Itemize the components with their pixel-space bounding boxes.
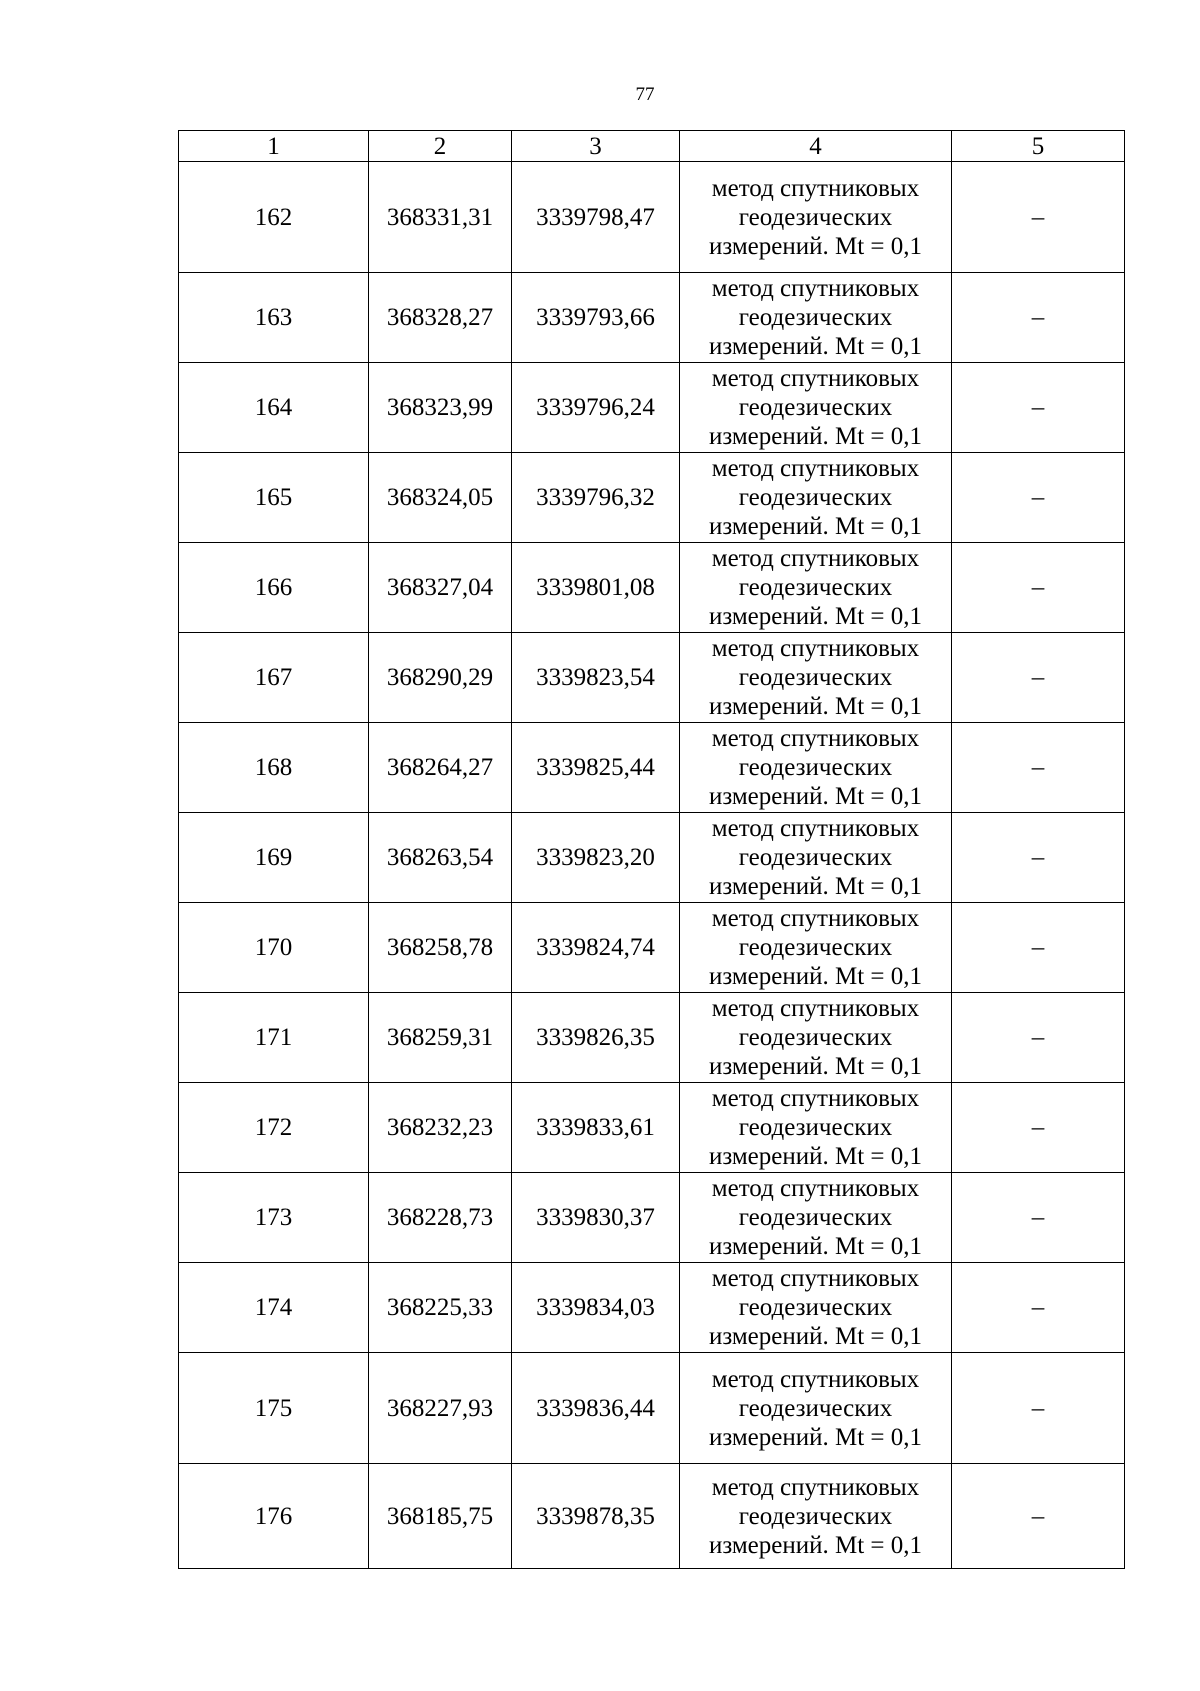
y-coordinate-cell: 3339823,20: [512, 813, 680, 903]
y-coordinate-cell: 3339833,61: [512, 1083, 680, 1173]
point-number-cell: 174: [179, 1263, 369, 1353]
table-row: [179, 543, 1125, 633]
method-line: геодезических: [738, 934, 893, 961]
x-coordinate-cell: 368290,29: [369, 633, 512, 723]
method-line: измерений. Mt = 0,1: [708, 232, 923, 260]
x-coordinate-cell: 368227,93: [369, 1353, 512, 1464]
method-line: измерений. Mt = 0,1: [708, 693, 923, 720]
page-number: 77: [635, 84, 655, 105]
method-line: геодезических: [738, 1024, 893, 1051]
method-line: геодезических: [738, 1204, 893, 1231]
table-row: [179, 363, 1125, 453]
x-coordinate-cell: 368258,78: [369, 903, 512, 993]
point-number-cell: 170: [179, 903, 369, 993]
note-cell: –: [952, 723, 1125, 813]
method-line: метод спутниковых: [711, 174, 920, 202]
table-row: [179, 1464, 1125, 1569]
table-row: [179, 1263, 1125, 1353]
note-cell: –: [952, 273, 1125, 363]
note-cell: –: [952, 543, 1125, 633]
x-coordinate-cell: 368327,04: [369, 543, 512, 633]
note-cell: –: [952, 633, 1125, 723]
y-coordinate-cell: 3339823,54: [512, 633, 680, 723]
note-cell: –: [952, 1263, 1125, 1353]
table-row: [179, 993, 1125, 1083]
method-line: метод спутниковых: [711, 725, 920, 752]
point-number-cell: 172: [179, 1083, 369, 1173]
method-line: метод спутниковых: [711, 995, 920, 1022]
note-cell: –: [952, 1464, 1125, 1569]
method-line: измерений. Mt = 0,1: [708, 1053, 923, 1080]
method-line: метод спутниковых: [711, 1175, 920, 1202]
method-cell: [680, 543, 952, 633]
note-cell: –: [952, 903, 1125, 993]
y-coordinate-cell: 3339834,03: [512, 1263, 680, 1353]
point-number-cell: 167: [179, 633, 369, 723]
point-number-cell: 171: [179, 993, 369, 1083]
method-line: метод спутниковых: [711, 365, 920, 392]
note-cell: –: [952, 363, 1125, 453]
method-cell: [680, 162, 952, 273]
table-body: [179, 162, 1125, 1569]
table-row: [179, 633, 1125, 723]
y-coordinate-cell: 3339826,35: [512, 993, 680, 1083]
method-line: геодезических: [738, 484, 893, 511]
point-number-cell: 164: [179, 363, 369, 453]
method-line: геодезических: [738, 394, 893, 421]
point-number-cell: 166: [179, 543, 369, 633]
method-line: метод спутниковых: [711, 545, 920, 572]
column-header-5: 5: [952, 131, 1125, 162]
y-coordinate-cell: 3339798,47: [512, 162, 680, 273]
table-row: [179, 162, 1125, 273]
method-line: геодезических: [738, 574, 893, 601]
point-number-cell: 169: [179, 813, 369, 903]
y-coordinate-cell: 3339801,08: [512, 543, 680, 633]
x-coordinate-cell: 368225,33: [369, 1263, 512, 1353]
x-coordinate-cell: 368259,31: [369, 993, 512, 1083]
x-coordinate-cell: 368264,27: [369, 723, 512, 813]
note-cell: –: [952, 993, 1125, 1083]
method-cell: [680, 1464, 952, 1569]
y-coordinate-cell: 3339878,35: [512, 1464, 680, 1569]
method-line: метод спутниковых: [711, 1265, 920, 1292]
note-cell: –: [952, 453, 1125, 543]
method-line: измерений. Mt = 0,1: [708, 963, 923, 990]
method-line: измерений. Mt = 0,1: [708, 1143, 923, 1170]
x-coordinate-cell: 368228,73: [369, 1173, 512, 1263]
method-line: метод спутниковых: [711, 1085, 920, 1112]
method-line: геодезических: [738, 304, 893, 331]
method-line: измерений. Mt = 0,1: [708, 873, 923, 900]
method-cell: [680, 813, 952, 903]
point-number-cell: 173: [179, 1173, 369, 1263]
method-line: метод спутниковых: [711, 635, 920, 662]
y-coordinate-cell: 3339825,44: [512, 723, 680, 813]
y-coordinate-cell: 3339830,37: [512, 1173, 680, 1263]
point-number-cell: 165: [179, 453, 369, 543]
method-cell: [680, 363, 952, 453]
table-row: [179, 453, 1125, 543]
point-number-cell: 168: [179, 723, 369, 813]
x-coordinate-cell: 368232,23: [369, 1083, 512, 1173]
table-row: [179, 273, 1125, 363]
x-coordinate-cell: 368263,54: [369, 813, 512, 903]
method-line: измерений. Mt = 0,1: [708, 1323, 923, 1350]
method-cell: [680, 1353, 952, 1464]
method-line: измерений. Mt = 0,1: [708, 1233, 923, 1260]
method-line: измерений. Mt = 0,1: [708, 423, 923, 450]
y-coordinate-cell: 3339796,32: [512, 453, 680, 543]
method-line: измерений. Mt = 0,1: [708, 513, 923, 540]
method-cell: [680, 1083, 952, 1173]
method-line: геодезических: [738, 754, 893, 781]
column-header-4: 4: [680, 131, 952, 162]
note-cell: –: [952, 1083, 1125, 1173]
note-cell: –: [952, 162, 1125, 273]
method-line: метод спутниковых: [711, 1473, 920, 1501]
method-cell: [680, 903, 952, 993]
table-row: [179, 1353, 1125, 1464]
method-line: метод спутниковых: [711, 275, 920, 302]
method-line: метод спутниковых: [711, 815, 920, 842]
method-cell: [680, 453, 952, 543]
method-line: геодезических: [738, 1394, 893, 1422]
method-line: геодезических: [738, 844, 893, 871]
method-line: метод спутниковых: [711, 455, 920, 482]
x-coordinate-cell: 368324,05: [369, 453, 512, 543]
y-coordinate-cell: 3339824,74: [512, 903, 680, 993]
method-line: измерений. Mt = 0,1: [708, 783, 923, 810]
x-coordinate-cell: 368331,31: [369, 162, 512, 273]
method-line: измерений. Mt = 0,1: [708, 333, 923, 360]
y-coordinate-cell: 3339796,24: [512, 363, 680, 453]
method-cell: [680, 1263, 952, 1353]
column-header-2: 2: [369, 131, 512, 162]
note-cell: –: [952, 813, 1125, 903]
method-line: геодезических: [738, 1502, 893, 1530]
note-cell: –: [952, 1173, 1125, 1263]
method-cell: [680, 723, 952, 813]
method-line: геодезических: [738, 203, 893, 231]
coordinates-table: [178, 130, 1125, 1569]
table-row: [179, 813, 1125, 903]
y-coordinate-cell: 3339836,44: [512, 1353, 680, 1464]
table-row: [179, 903, 1125, 993]
y-coordinate-cell: 3339793,66: [512, 273, 680, 363]
column-header-3: 3: [512, 131, 680, 162]
method-line: измерений. Mt = 0,1: [708, 1531, 923, 1559]
point-number-cell: 175: [179, 1353, 369, 1464]
table-header-row: [179, 131, 1125, 162]
point-number-cell: 176: [179, 1464, 369, 1569]
x-coordinate-cell: 368185,75: [369, 1464, 512, 1569]
method-cell: [680, 633, 952, 723]
table-row: [179, 723, 1125, 813]
table-row: [179, 1083, 1125, 1173]
method-line: геодезических: [738, 1294, 893, 1321]
method-line: измерений. Mt = 0,1: [708, 603, 923, 630]
method-line: геодезических: [738, 1114, 893, 1141]
x-coordinate-cell: 368323,99: [369, 363, 512, 453]
method-line: измерений. Mt = 0,1: [708, 1423, 923, 1451]
column-header-1: 1: [179, 131, 369, 162]
method-line: метод спутниковых: [711, 905, 920, 932]
method-line: метод спутниковых: [711, 1365, 920, 1393]
point-number-cell: 163: [179, 273, 369, 363]
method-cell: [680, 1173, 952, 1263]
point-number-cell: 162: [179, 162, 369, 273]
method-cell: [680, 273, 952, 363]
note-cell: –: [952, 1353, 1125, 1464]
method-cell: [680, 993, 952, 1083]
method-line: геодезических: [738, 664, 893, 691]
table-row: [179, 1173, 1125, 1263]
x-coordinate-cell: 368328,27: [369, 273, 512, 363]
